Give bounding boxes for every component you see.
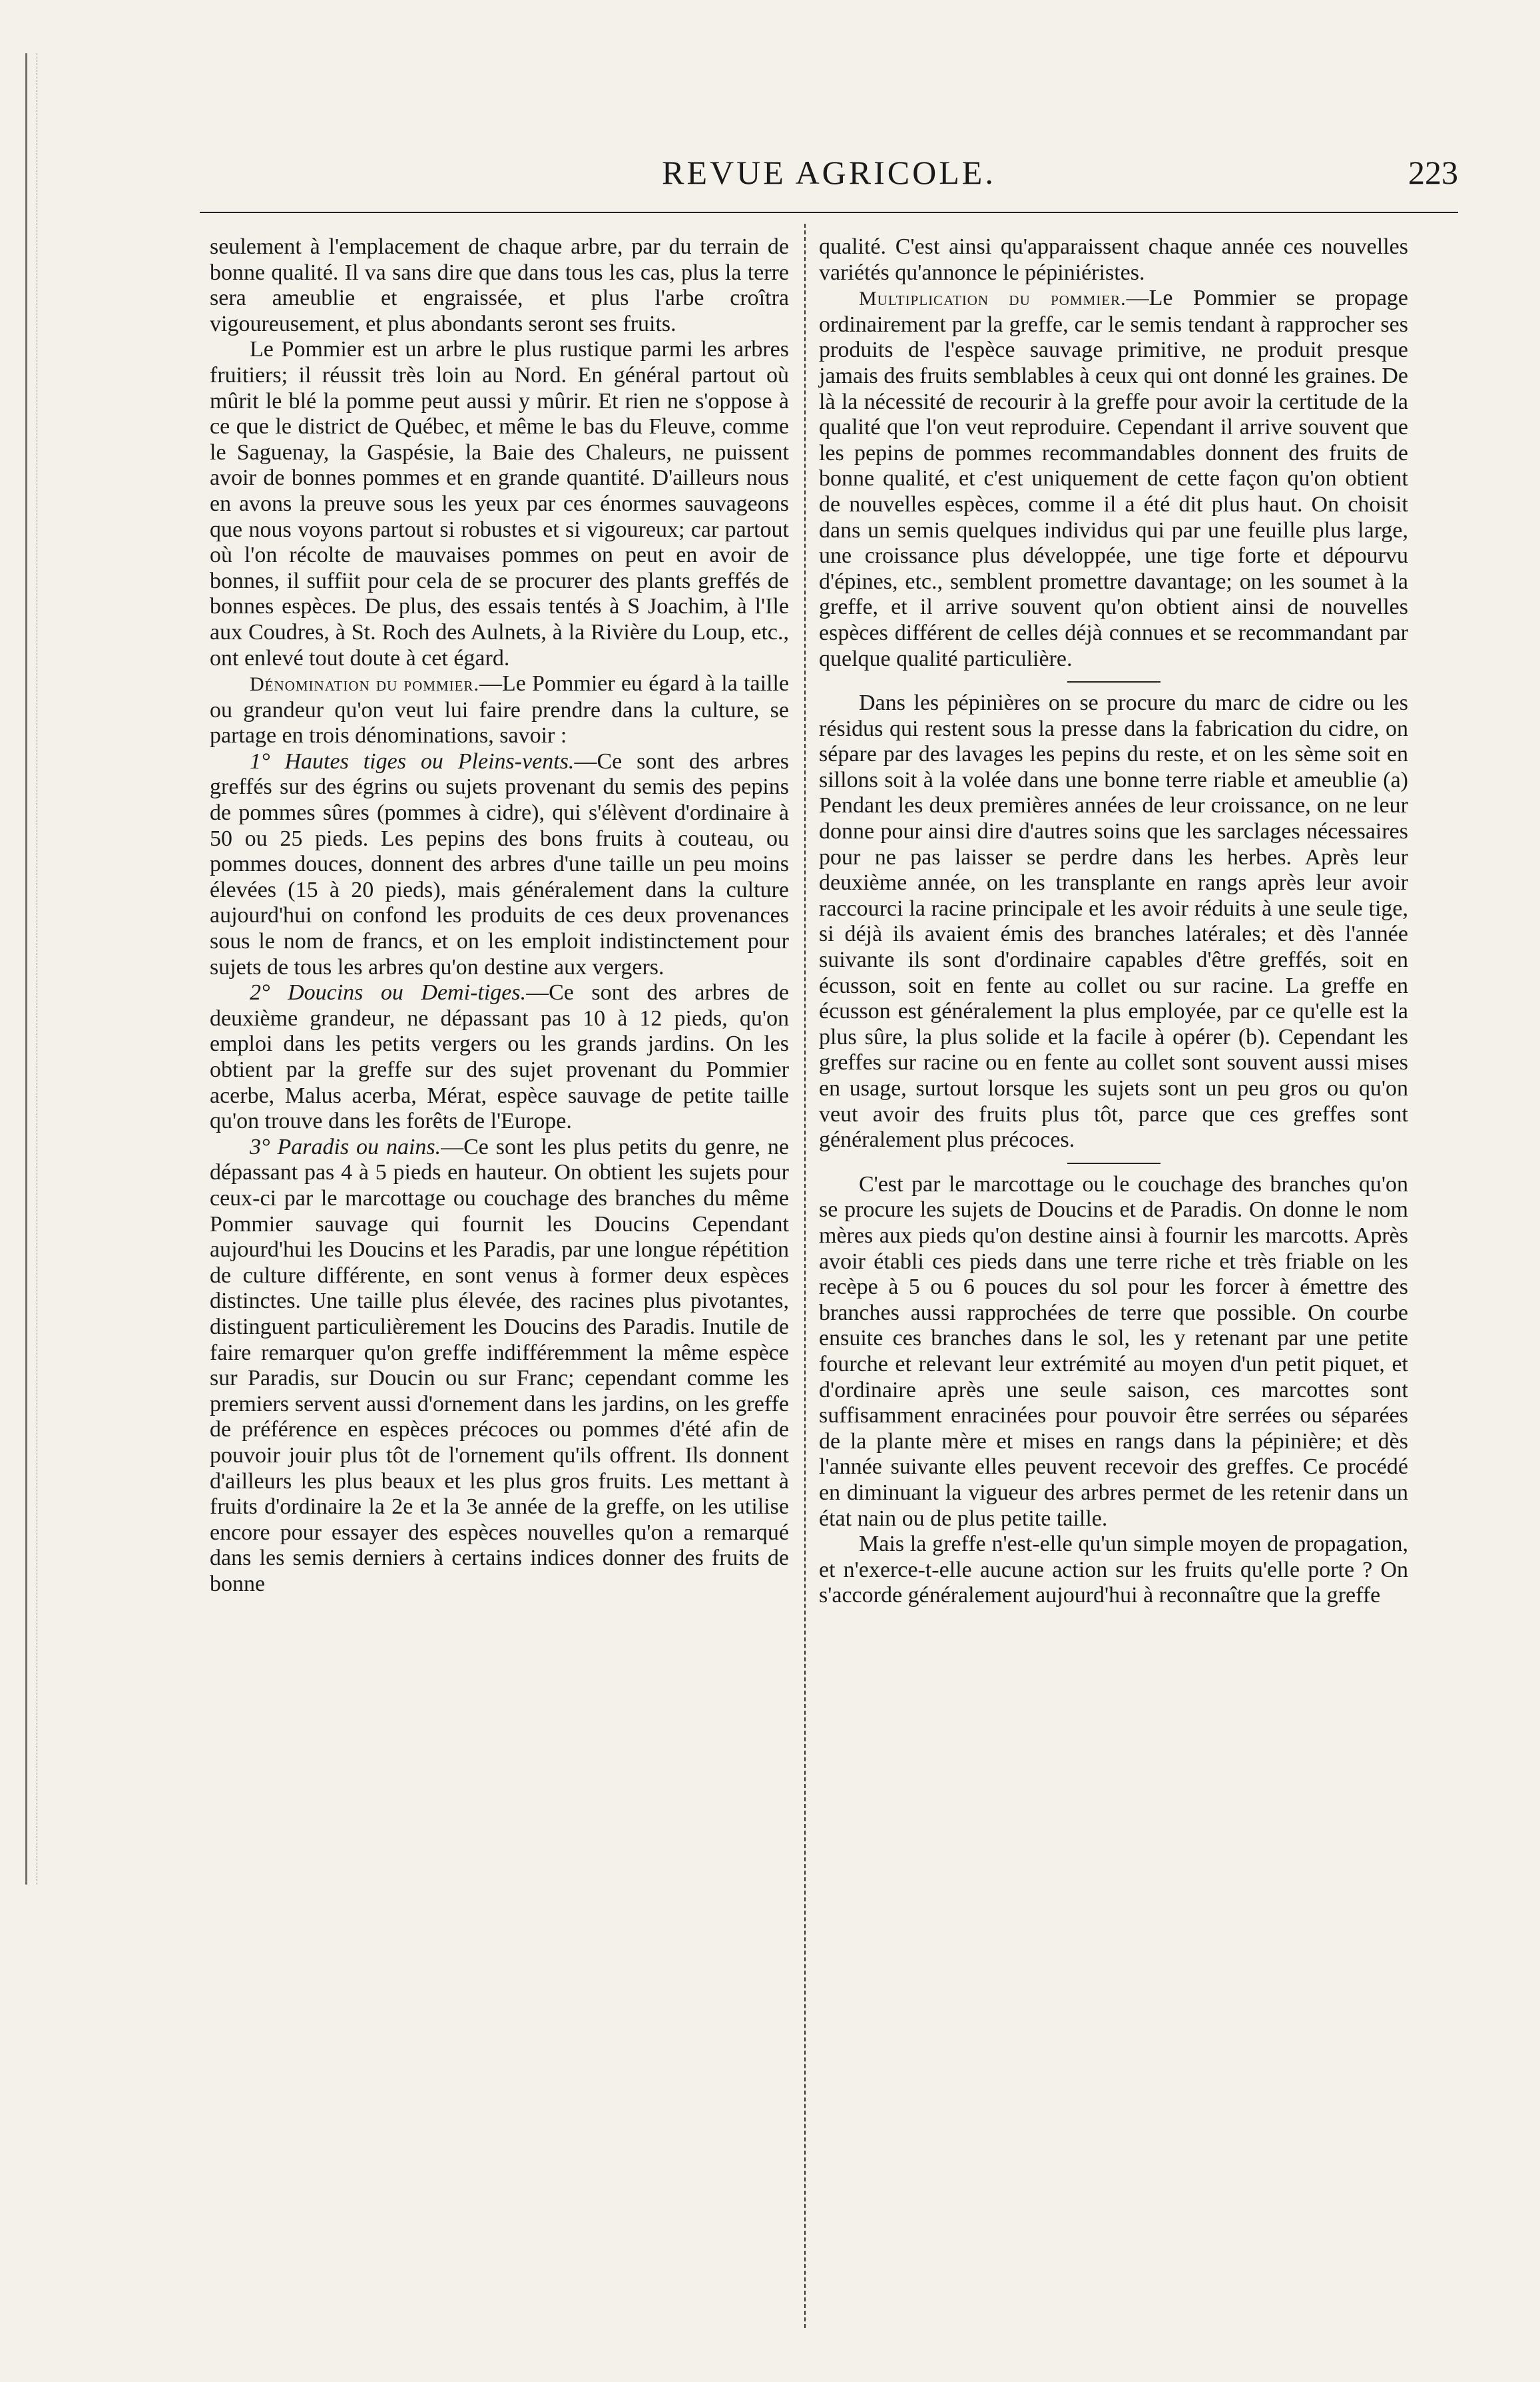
section-heading: Multiplication du pommier. (859, 288, 1127, 310)
paragraph: Mais la greffe n'est-elle qu'un simple moyen de propagation, et n'exerce-t-elle aucune action sur les fruits qu'elle porte ? On s'accorde généralement aujourd'hui à reconnaître que la greffe (819, 1532, 1408, 1608)
paragraph-text: —Le Pommier se propage ordinairement par la greffe, car le semis tendant à rapprocher ses produits de l'espèce sauvage primitive, ne produit presque jamais des fruits semblables à ceux qui ont donné les graines. De là la nécessité de recourir à la greffe pour avoir la certitude de la qualité que l'on veut reproduire. Cependant il arrive souvent que les pepins de pommes recommandables donnent des fruits de bonne qualité, et c'est uniquement de cette façon qu'on obtient de nouvelles espèces, comme il a été dit plus haut. On choisit dans un semis quelques individus qui par une feuille plus large, une croissance plus développée, une tige forte et dépourvu d'épines, etc., semblent promettre davantage; on les soumet à la greffe, et il arrive souvent qu'on obtient ainsi de nouvelles espèces différent de celles déjà connues et se recommandant par quelque qualité particulière. (819, 286, 1408, 671)
paragraph: Le Pommier est un arbre le plus rustique parmi les arbres fruitiers; il réussit très loin au Nord. En général partout où mûrit le blé la pomme peut aussi y mûrir. Et rien ne s'oppose à ce que le district de Québec, et même le bas du Fleuve, comme le Saguenay, la Gaspésie, la Baie des Chaleurs, ne puissent avoir de bonnes pommes et en grande quantité. D'ailleurs nous en avons la preuve sous les yeux par ces énormes sauvageons que nous voyons partout si robustes et si vigoureux; car partout où l'on récolte de mauvaises pommes on peut en avoir de bonnes, il suffiit pour cela de se procurer des plants greffés de bonnes espèces. De plus, des essais tentés à S Joachim, à l'Ile aux Coudres, à St. Roch des Aulnets, à la Rivière du Loup, etc., ont enlevé tout doute à cet égard. (210, 337, 789, 671)
paragraph: qualité. C'est ainsi qu'apparaissent chaque année ces nouvelles variétés qu'annonce le pépiniéristes. (819, 234, 1408, 285)
page-number: 223 (1408, 154, 1458, 191)
left-column (210, 234, 789, 1597)
paragraph-text: —Le Pommier eu égard à la taille ou grandeur qu'on veut lui faire prendre dans la culture, se partage en trois dénominations, savoir : (210, 671, 789, 748)
item-label: 2° Doucins ou Demi-tiges. (250, 980, 527, 1006)
paragraph (819, 286, 1408, 672)
section-heading: Dénomination du pommier. (250, 673, 479, 696)
paragraph (210, 980, 789, 1135)
paragraph (210, 749, 789, 980)
paragraph: C'est par le marcottage ou le couchage des branches qu'on se procure les sujets de Doucins et de Paradis. On donne le nom mères aux pieds qu'on destine ainsi à fournir les marcotts. Après avoir établi ces pieds dans une terre riche et très friable on les recèpe à 5 ou 6 pouces du sol pour les forcer à émettre des branches aussi rapprochées de terre que possible. On courbe ensuite ces branches dans le sol, les y retenant par une petite fourche et relevant leur extrémité au moyen d'un petit piquet, et d'ordinaire après une seule saison, ces marcottes sont suffisamment enracinées pour pouvoir être serrées ou séparées de la plante mère et mises en rangs dans la pépinière; et dès l'année suivante elles peuvent recevoir des greffes. Ce procédé en diminuant la vigueur des arbres permet de les retenir dans un état nain ou de plus petite taille. (819, 1171, 1408, 1531)
paragraph-text: —Ce sont des arbres greffés sur des égrins ou sujets provenant du semis des pepins de pommes sûres (pommes à cidre), qui s'élèvent d'ordinaire à 50 ou 25 pieds. Les pepins des bons fruits à couteau, ou pommes douces, donnent des arbres d'une taille un peu moins élevées (15 à 20 pieds), mais généralement dans la culture aujourd'hui on confond les produits de ces deux provenances sous le nom de francs, et on les emploit indistinctement pour sujets de tous les arbres qu'on destine aux vergers. (210, 748, 789, 980)
paragraph: seulement à l'emplacement de chaque arbre, par du terrain de bonne qualité. Il va sans dire que dans tous les cas, plus la terre sera ameublie et engraissée, et plus l'arbe croîtra vigoureusement, et plus abondants seront ses fruits. (210, 234, 789, 336)
paragraph: Dans les pépinières on se procure du marc de cidre ou les résidus qui restent sous la presse dans la fabrication du cidre, on sépare par des lavages les pepins du reste, et on les sème soit en sillons soit à la volée dans une bonne terre riable et ameublie (a) Pendant les deux premières années de leur croissance, on ne leur donne pour ainsi dire d'autres soins que les sarclages nécessaires pour ne pas laisser se perdre dans les herbes. Après leur deuxième année, on les transplante en rangs après leur avoir raccourci la racine principale et les avoir réduits à une seule tige, si déjà ils avaient émis des branches latérales; et dès l'année suivante ils sont d'ordinaire capables d'être greffés, soit en écusson, soit en fente au collet ou sur racine. La greffe en écusson est généralement la plus employée, par ce qu'elle est la plus sûre, la plus solide et la facile à opérer (b). Cependant les greffes sur racine ou en fente au collet sont souvent aussi mises en usage, surtout lorsque les sujets sont un peu gros ou qu'on veut avoir des fruits plus tôt, parce que ces greffes sont généralement plus précoces. (819, 691, 1408, 1153)
journal-title: REVUE AGRICOLE. (662, 154, 996, 191)
right-column (819, 234, 1408, 1609)
paragraph-text: —Ce sont les plus petits du genre, ne dépassant pas 4 à 5 pieds en hauteur. On obtient les sujets pour ceux-ci par le marcottage ou couchage des branches du même Pommier sauvage qui fournit les Doucins Cependant aujourd'hui les Doucins et les Paradis, par une longue répétition de culture différente, en sont venus à former deux espèces distinctes. Une taille plus élevée, des racines plus pivotantes, distinguent particulièrement les Doucins des Paradis. Inutile de faire remarquer qu'on greffe indifféremment la même espèce sur Paradis, sur Doucin ou sur Franc; cependant comme les premiers servent aussi d'ornement dans les jardins, on les greffe de préférence en espèces précoces ou pommes d'été afin de pouvoir jouir plus tôt de l'ornement qu'ils offrent. Ils donnent d'ailleurs les plus beaux et les plus gros fruits. Les mettant à fruits d'ordinaire la 2e et la 3e année de la greffe, on les utilise encore pour essayer des espèces nouvelles qu'on a remarqué dans les semis derniers à certains indices donner des fruits de bonne (210, 1134, 789, 1596)
paragraph (210, 1135, 789, 1598)
section-separator (1067, 1163, 1160, 1164)
item-label: 1° Hautes tiges ou Pleins-vents. (250, 748, 575, 774)
section-separator (1067, 681, 1160, 683)
item-label: 3° Paradis ou nains. (250, 1134, 441, 1159)
binding-edge (25, 53, 37, 1885)
header-rule (200, 212, 1458, 213)
running-header (200, 150, 1458, 196)
paragraph-text: —Ce sont des arbres de deuxième grandeur, ne dépassant pas 10 à 12 pieds, qu'on emploi dans les petits vergers ou les grands jardins. On les obtient par la greffe sur des sujet provenant du Pommier acerbe, Malus acerba, Mérat, espèce sauvage de petite taille qu'on trouve dans les forêts de l'Europe. (210, 980, 789, 1134)
paragraph (210, 671, 789, 749)
column-divider (804, 224, 806, 2328)
